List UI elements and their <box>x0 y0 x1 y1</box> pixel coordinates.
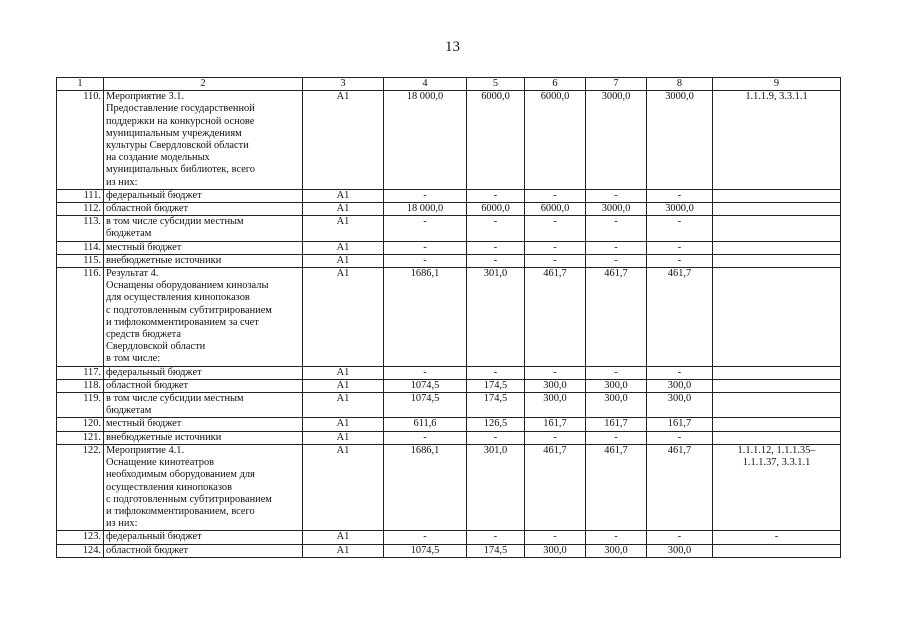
year-value-cell: - <box>525 189 586 202</box>
year-value-cell: 300,0 <box>525 544 586 557</box>
table-row <box>57 444 841 530</box>
year-value-cell: - <box>586 531 647 544</box>
year-value-cell: 461,7 <box>586 268 647 367</box>
item-name-cell: внебюджетные источники <box>104 431 303 444</box>
year-value-cell: - <box>467 431 525 444</box>
year-value-cell: - <box>525 366 586 379</box>
item-name-cell: Мероприятие 4.1. Оснащение кинотеатров необходимым оборудованием для осуществления кинопоказов с подготовленным субтитрированием и тифлокомментированием, всего из них: <box>104 444 303 530</box>
year-value-cell: 174,5 <box>467 544 525 557</box>
row-number-cell: 124. <box>57 544 104 557</box>
code-cell: А1 <box>303 544 384 557</box>
item-name-cell: областной бюджет <box>104 544 303 557</box>
year-value-cell: - <box>647 431 713 444</box>
total-value-cell: 1686,1 <box>384 268 467 367</box>
header-cell: 6 <box>525 78 586 91</box>
year-value-cell: 461,7 <box>647 268 713 367</box>
table-row <box>57 268 841 367</box>
target-ref-cell <box>713 366 841 379</box>
header-cell: 5 <box>467 78 525 91</box>
year-value-cell: 161,7 <box>525 418 586 431</box>
header-cell: 1 <box>57 78 104 91</box>
year-value-cell: - <box>647 531 713 544</box>
code-cell: А1 <box>303 444 384 530</box>
item-name-cell: федеральный бюджет <box>104 189 303 202</box>
target-ref-cell <box>713 379 841 392</box>
target-ref-cell <box>713 431 841 444</box>
code-cell: А1 <box>303 531 384 544</box>
table-row <box>57 241 841 254</box>
year-value-cell: - <box>467 241 525 254</box>
code-cell: А1 <box>303 189 384 202</box>
year-value-cell: 3000,0 <box>647 203 713 216</box>
target-ref-cell: - <box>713 531 841 544</box>
year-value-cell: 461,7 <box>525 268 586 367</box>
item-name-cell: областной бюджет <box>104 203 303 216</box>
target-ref-cell: 1.1.1.12, 1.1.1.35– 1.1.1.37, 3.3.1.1 <box>713 444 841 530</box>
item-name-cell: федеральный бюджет <box>104 531 303 544</box>
total-value-cell: - <box>384 216 467 241</box>
total-value-cell: 18 000,0 <box>384 203 467 216</box>
table-row <box>57 91 841 190</box>
code-cell: А1 <box>303 393 384 418</box>
item-name-cell: в том числе субсидии местным бюджетам <box>104 393 303 418</box>
year-value-cell: - <box>647 241 713 254</box>
year-value-cell: 300,0 <box>586 544 647 557</box>
year-value-cell: 3000,0 <box>647 91 713 190</box>
target-ref-cell <box>713 216 841 241</box>
row-number-cell: 116. <box>57 268 104 367</box>
year-value-cell: 161,7 <box>647 418 713 431</box>
year-value-cell: 126,5 <box>467 418 525 431</box>
total-value-cell: 1074,5 <box>384 544 467 557</box>
year-value-cell: 3000,0 <box>586 203 647 216</box>
year-value-cell: 461,7 <box>586 444 647 530</box>
year-value-cell: 174,5 <box>467 393 525 418</box>
year-value-cell: - <box>467 189 525 202</box>
table-row <box>57 366 841 379</box>
target-ref-cell <box>713 254 841 267</box>
total-value-cell: 611,6 <box>384 418 467 431</box>
table-row <box>57 544 841 557</box>
table-header-row <box>57 78 841 91</box>
total-value-cell: - <box>384 431 467 444</box>
header-cell: 3 <box>303 78 384 91</box>
header-cell: 2 <box>104 78 303 91</box>
item-name-cell: Мероприятие 3.1. Предоставление государственной поддержки на конкурсной основе муниципальным учреждениям культуры Свердловской области на создание модельных муниципальных библиотек, всего из них: <box>104 91 303 190</box>
table-row <box>57 216 841 241</box>
target-ref-cell <box>713 268 841 367</box>
header-cell: 4 <box>384 78 467 91</box>
item-name-cell: областной бюджет <box>104 379 303 392</box>
year-value-cell: 300,0 <box>647 393 713 418</box>
year-value-cell: 301,0 <box>467 268 525 367</box>
target-ref-cell <box>713 418 841 431</box>
year-value-cell: - <box>586 216 647 241</box>
total-value-cell: - <box>384 254 467 267</box>
year-value-cell: 6000,0 <box>467 91 525 190</box>
header-cell: 8 <box>647 78 713 91</box>
row-number-cell: 115. <box>57 254 104 267</box>
year-value-cell: 300,0 <box>647 379 713 392</box>
target-ref-cell <box>713 189 841 202</box>
header-cell: 7 <box>586 78 647 91</box>
code-cell: А1 <box>303 366 384 379</box>
year-value-cell: - <box>647 366 713 379</box>
table-row <box>57 203 841 216</box>
page-number: 13 <box>445 39 460 55</box>
year-value-cell: - <box>647 254 713 267</box>
year-value-cell: - <box>525 241 586 254</box>
total-value-cell: - <box>384 531 467 544</box>
target-ref-cell <box>713 241 841 254</box>
item-name-cell: местный бюджет <box>104 241 303 254</box>
total-value-cell: - <box>384 241 467 254</box>
year-value-cell: - <box>467 254 525 267</box>
year-value-cell: - <box>647 216 713 241</box>
row-number-cell: 110. <box>57 91 104 190</box>
year-value-cell: - <box>586 189 647 202</box>
year-value-cell: - <box>525 254 586 267</box>
table-row <box>57 431 841 444</box>
row-number-cell: 122. <box>57 444 104 530</box>
year-value-cell: 300,0 <box>586 393 647 418</box>
row-number-cell: 114. <box>57 241 104 254</box>
year-value-cell: - <box>586 241 647 254</box>
year-value-cell: 161,7 <box>586 418 647 431</box>
year-value-cell: 300,0 <box>647 544 713 557</box>
year-value-cell: - <box>525 216 586 241</box>
total-value-cell: 18 000,0 <box>384 91 467 190</box>
total-value-cell: 1074,5 <box>384 379 467 392</box>
total-value-cell: - <box>384 189 467 202</box>
year-value-cell: - <box>525 531 586 544</box>
table-row <box>57 393 841 418</box>
year-value-cell: - <box>467 531 525 544</box>
header-cell: 9 <box>713 78 841 91</box>
item-name-cell: Результат 4. Оснащены оборудованием кинозалы для осуществления кинопоказов с подготовленным субтитрированием и тифлокомментированием за счет средств бюджета Свердловской области в том числе: <box>104 268 303 367</box>
year-value-cell: 300,0 <box>525 393 586 418</box>
row-number-cell: 118. <box>57 379 104 392</box>
year-value-cell: 6000,0 <box>525 91 586 190</box>
total-value-cell: - <box>384 366 467 379</box>
item-name-cell: внебюджетные источники <box>104 254 303 267</box>
year-value-cell: 3000,0 <box>586 91 647 190</box>
table-row <box>57 531 841 544</box>
code-cell: А1 <box>303 241 384 254</box>
row-number-cell: 119. <box>57 393 104 418</box>
code-cell: А1 <box>303 203 384 216</box>
code-cell: А1 <box>303 91 384 190</box>
target-ref-cell: 1.1.1.9, 3.3.1.1 <box>713 91 841 190</box>
target-ref-cell <box>713 393 841 418</box>
total-value-cell: 1074,5 <box>384 393 467 418</box>
year-value-cell: - <box>586 366 647 379</box>
code-cell: А1 <box>303 379 384 392</box>
item-name-cell: в том числе субсидии местным бюджетам <box>104 216 303 241</box>
year-value-cell: - <box>467 366 525 379</box>
code-cell: А1 <box>303 254 384 267</box>
budget-table <box>56 77 841 558</box>
code-cell: А1 <box>303 418 384 431</box>
year-value-cell: 300,0 <box>525 379 586 392</box>
year-value-cell: - <box>467 216 525 241</box>
row-number-cell: 111. <box>57 189 104 202</box>
row-number-cell: 113. <box>57 216 104 241</box>
code-cell: А1 <box>303 268 384 367</box>
target-ref-cell <box>713 203 841 216</box>
year-value-cell: - <box>525 431 586 444</box>
year-value-cell: 6000,0 <box>525 203 586 216</box>
table-row <box>57 418 841 431</box>
item-name-cell: федеральный бюджет <box>104 366 303 379</box>
total-value-cell: 1686,1 <box>384 444 467 530</box>
year-value-cell: 174,5 <box>467 379 525 392</box>
year-value-cell: 461,7 <box>525 444 586 530</box>
year-value-cell: - <box>586 431 647 444</box>
year-value-cell: 301,0 <box>467 444 525 530</box>
table-row <box>57 379 841 392</box>
item-name-cell: местный бюджет <box>104 418 303 431</box>
row-number-cell: 117. <box>57 366 104 379</box>
code-cell: А1 <box>303 431 384 444</box>
row-number-cell: 112. <box>57 203 104 216</box>
row-number-cell: 121. <box>57 431 104 444</box>
year-value-cell: - <box>647 189 713 202</box>
table-row <box>57 254 841 267</box>
target-ref-cell <box>713 544 841 557</box>
year-value-cell: 300,0 <box>586 379 647 392</box>
row-number-cell: 120. <box>57 418 104 431</box>
table-row <box>57 189 841 202</box>
year-value-cell: - <box>586 254 647 267</box>
row-number-cell: 123. <box>57 531 104 544</box>
year-value-cell: 461,7 <box>647 444 713 530</box>
code-cell: А1 <box>303 216 384 241</box>
year-value-cell: 6000,0 <box>467 203 525 216</box>
